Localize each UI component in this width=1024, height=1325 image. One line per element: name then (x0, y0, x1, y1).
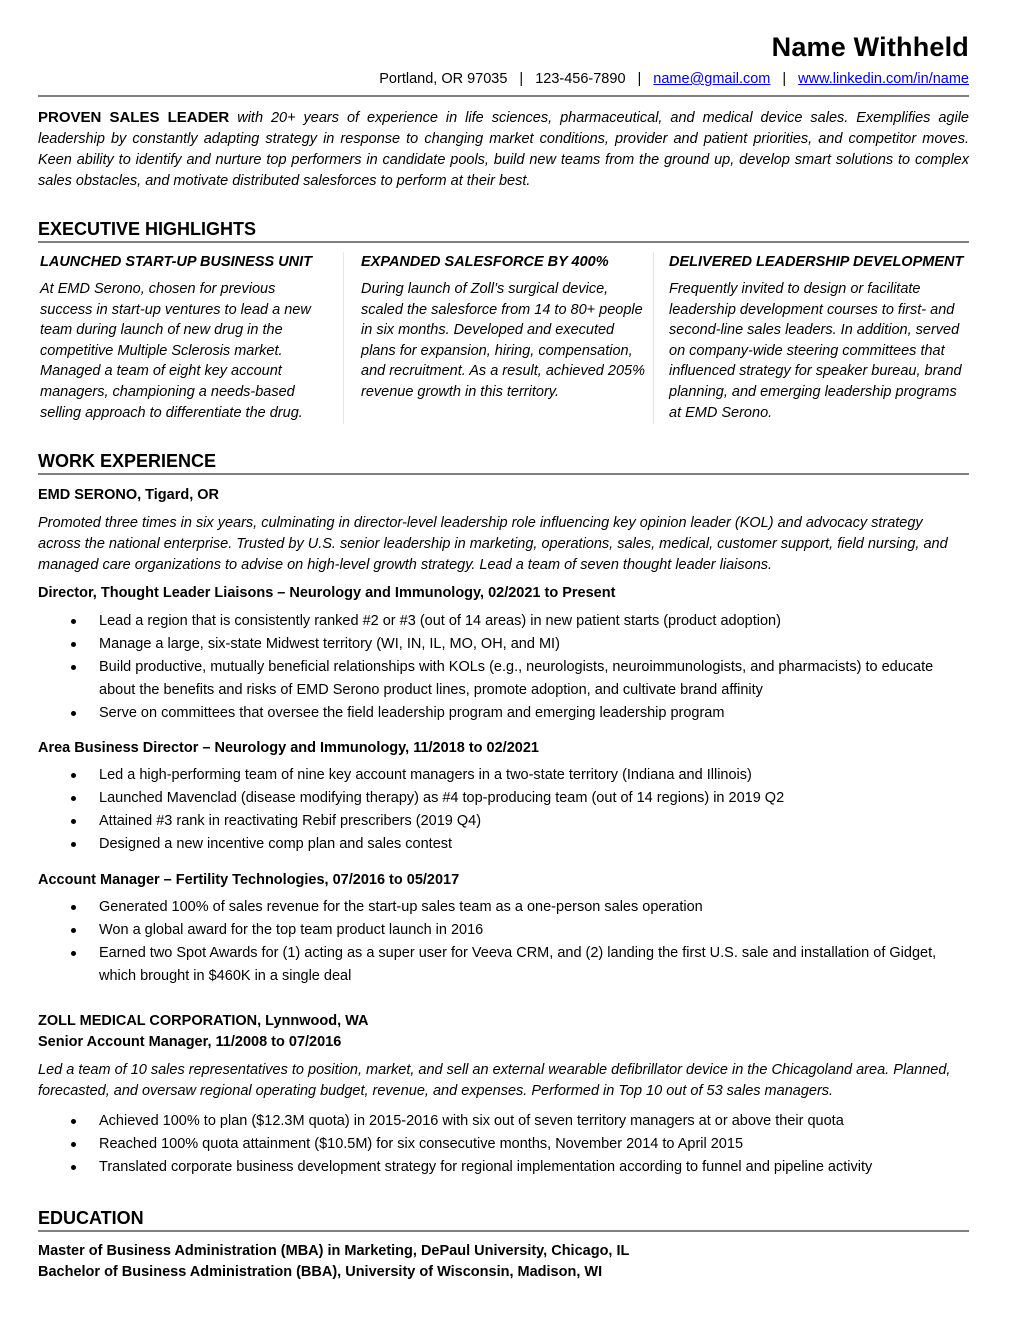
phone: 123-456-7890 (535, 71, 626, 87)
company-name: ZOLL MEDICAL CORPORATION, Lynnwood, WA (38, 1013, 369, 1029)
email-link[interactable]: name@gmail.com (653, 71, 771, 87)
separator: | (519, 71, 524, 87)
role-bullets (38, 610, 969, 725)
contact-line (379, 69, 969, 89)
separator: | (782, 71, 787, 87)
bullet-item: Manage a large, six-state Midwest territory (WI, IN, IL, MO, OH, and MI) (38, 633, 969, 656)
summary-lead: PROVEN SALES LEADER (38, 109, 230, 126)
bullet-item: Earned two Spot Awards for (1) acting as a super user for Veeva CRM, and (2) landing the first U.S. sale and installation of Gidget, which brought in $460K in a single deal (38, 942, 969, 988)
role-title: Director, Thought Leader Liaisons – Neurology and Immunology, 02/2021 to Present (38, 585, 616, 601)
candidate-name: Name Withheld (771, 32, 969, 62)
education-divider (38, 1230, 969, 1232)
company-name: EMD SERONO, Tigard, OR (38, 487, 220, 503)
section-title-education: EDUCATION (38, 1208, 144, 1228)
role-bullets (38, 1110, 969, 1179)
professional-summary (38, 107, 969, 192)
highlight-item (40, 252, 330, 423)
highlight-body: Frequently invited to design or facilitate leadership development courses to first- and second-line sales leaders. In addition, served on company-wide steering committees that influenced strategy for speaker bureau, brand planning, and emerging leadership programs at EMD Serono. (669, 281, 962, 421)
highlight-body: During launch of Zoll’s surgical device, scaled the salesforce from 14 to 80+ people in six months. Developed and executed plans for expansion, hiring, compensation, and recruitment. As a result, achieved 205% revenue growth in this territory. (361, 281, 645, 400)
column-divider (653, 252, 654, 424)
highlights-divider (38, 241, 969, 243)
highlight-heading: DELIVERED LEADERSHIP DEVELOPMENT (669, 254, 964, 270)
bullet-item: Launched Mavenclad (disease modifying therapy) as #4 top-producing team (out of 14 regions) in 2019 Q2 (38, 787, 969, 810)
bullet-item: Won a global award for the top team product launch in 2016 (38, 919, 969, 942)
linkedin-link[interactable]: www.linkedin.com/in/name (798, 71, 969, 87)
bullet-item: Translated corporate business development strategy for regional implementation according to funnel and pipeline activity (38, 1156, 969, 1179)
section-title-experience: WORK EXPERIENCE (38, 451, 217, 471)
role-bullets (38, 764, 969, 856)
role-bullets (38, 896, 969, 988)
bullet-item: Designed a new incentive comp plan and sales contest (38, 833, 969, 856)
highlight-item (669, 252, 969, 423)
highlight-heading: LAUNCHED START-UP BUSINESS UNIT (40, 254, 313, 270)
bullet-item: Achieved 100% to plan ($12.3M quota) in 2015-2016 with six out of seven territory managers at or above their quota (38, 1110, 969, 1133)
bullet-item: Generated 100% of sales revenue for the start-up sales team as a one-person sales operation (38, 896, 969, 919)
role-title: Area Business Director – Neurology and Immunology, 11/2018 to 02/2021 (38, 740, 539, 756)
summary-text: with 20+ years of experience in life sciences, pharmaceutical, and medical device sales. Exemplifies agile leadership by constantly adapting strategy in response to changing market conditions, provider and patient priorities, and competitor moves. Keen ability to identify and nurture top performers in candidate pools, build new teams from the ground up, develop smart solutions to complex sales obstacles, and motivate distributed salesforces to perform at their best. (38, 110, 969, 189)
role-title: Account Manager – Fertility Technologies, 07/2016 to 05/2017 (38, 872, 460, 888)
education-item: Master of Business Administration (MBA) in Marketing, DePaul University, Chicago, IL (38, 1243, 630, 1259)
company-summary: Promoted three times in six years, culminating in director-level leadership role influencing key opinion leader (KOL) and advocacy strategy across the national enterprise. Trusted by U.S. senior leadership in marketing, operations, sales, medical, customer support, field nursing, and managed care organizations to advise on high-level growth strategy. Lead a team of seven thought leader liaisons. (38, 515, 948, 573)
highlight-body: At EMD Serono, chosen for previous success in start-up ventures to lead a new team during launch of new drug in the competitive Multiple Sclerosis market. Managed a team of eight key account managers, championing a needs-based selling approach to differentiate the drug. (40, 281, 311, 421)
bullet-item: Attained #3 rank in reactivating Rebif prescribers (2019 Q4) (38, 810, 969, 833)
column-divider (343, 252, 344, 424)
bullet-item: Serve on committees that oversee the field leadership program and emerging leadership program (38, 702, 969, 725)
section-title-highlights: EXECUTIVE HIGHLIGHTS (38, 219, 257, 239)
highlight-heading: EXPANDED SALESFORCE BY 400% (361, 254, 609, 270)
header-divider (38, 95, 969, 97)
company-summary: Led a team of 10 sales representatives to position, market, and sell an external wearable defibrillator device in the Chicagoland area. Planned, forecasted, and oversaw regional operating budget, revenue, and expenses. Performed in Top 10 out of 53 sales managers. (38, 1062, 951, 1099)
bullet-item: Reached 100% quota attainment ($10.5M) for six consecutive months, November 2014 to April 2015 (38, 1133, 969, 1156)
bullet-item: Led a high-performing team of nine key account managers in a two-state territory (Indiana and Illinois) (38, 764, 969, 787)
role-title: Senior Account Manager, 11/2008 to 07/2016 (38, 1034, 342, 1050)
separator: | (637, 71, 642, 87)
bullet-item: Lead a region that is consistently ranked #2 or #3 (out of 14 areas) in new patient starts (product adoption) (38, 610, 969, 633)
bullet-item: Build productive, mutually beneficial relationships with KOLs (e.g., neurologists, neuroimmunologists, and pharmacists) to educate about the benefits and risks of EMD Serono product lines, promote adoption, and cultivate brand affinity (38, 656, 969, 702)
education-item: Bachelor of Business Administration (BBA), University of Wisconsin, Madison, WI (38, 1264, 603, 1280)
location: Portland, OR 97035 (379, 71, 508, 87)
experience-divider (38, 473, 969, 475)
highlight-item (361, 252, 646, 403)
